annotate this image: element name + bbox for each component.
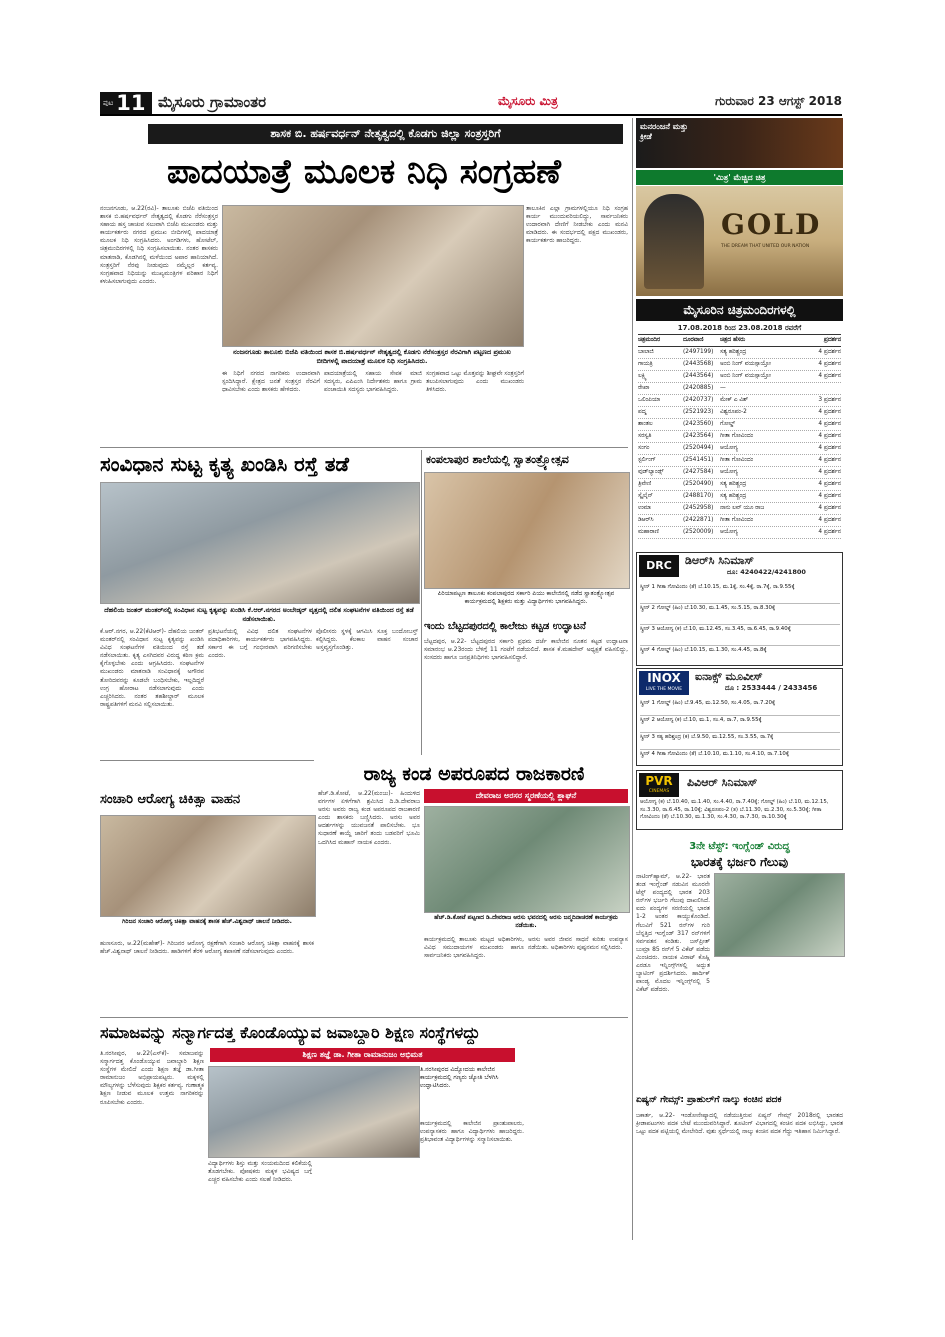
lead-col-1-text: ನಂಜನಗೂಡು, ಆ.22(ರವಿ)- ತಾಲೂಕು ಬಿಜೆಪಿ ವತಿಯಿಂದ ಶಾಸಕ ಬಿ.ಹರ್ಷವರ್ಧನ್ ನೇತೃತ್ವದಲ್ಲಿ ಕೊಡಗು ನೆರೆಸಂತ್ರಸ್ತರ ಸಹಾಯ ಹಸ್ತ ಚಾಚುವ ಸಲುವಾಗಿ ಬಿಜೆಪಿ ಮುಖಂಡರು ಮತ್ತು ಕಾರ್ಯಕರ್ತರು ನಗರದ ಪ್ರಮುಖ ಬೀದಿಗಳಲ್ಲಿ ಪಾದಯಾತ್ರೆ ಮೂಲಕ ನಿಧಿ ಸಂಗ್ರಹಿಸಿದರು. ಅಂಗಡಿಗಳು, ಹೋಟೆಲ್, ಚಿತ್ರಮಂದಿರಗಳಲ್ಲಿ ನಿಧಿ ಸಂಗ್ರಹಿಸಲಾಯಿತು. ನಂತರ ಶಾಸಕರು ಮಾತನಾಡಿ, ಕೊಡಗಿನಲ್ಲಿ ಮಳೆಯಿಂದ ಅಪಾರ ಹಾನಿಯಾಗಿದೆ. ಸಂತ್ರಸ್ತರಿಗೆ ನೆರವು ನೀಡುವುದು ನಮ್ಮೆಲ್ಲರ ಕರ್ತವ್ಯ. ಸಂಗ್ರಹವಾದ ನಿಧಿಯನ್ನು ಮುಖ್ಯಮಂತ್ರಿಗಳ ಪರಿಹಾರ ನಿಧಿಗೆ ಕಳುಹಿಸಲಾಗುವುದು ಎಂದರು. [100, 205, 218, 285]
theatre-shows: 4 ಪ್ರದರ್ಶನ [818, 529, 841, 535]
theatre-film: ಆಯೋಗ್ಯ [720, 469, 738, 475]
cricket-body-1 [636, 873, 710, 994]
th-name: ಚಿತ್ರಮಂದಿರ [638, 337, 661, 343]
story7-body2: ವಿದ್ಯಾರ್ಥಿಗಳು ಶಿಸ್ತು ಮತ್ತು ಸಂಯಮದಿಂದ ಕಲಿಕೆಯಲ್ಲಿ ತೊಡಗಬೇಕು. ಪೋಷಕರು ಮಕ್ಕಳ ಭವಿಷ್ಯದ ಬಗ್ಗೆ ಎಚ್ಚರ ವಹಿಸಬೇಕು ಎಂದು ಸಲಹೆ ನೀಡಿದರು. [208, 1160, 312, 1184]
theatre-name: ಸಂಗಂ [638, 445, 650, 451]
cricket-body-text: ನಾಟಿಂಗ್‌ಹ್ಯಾಮ್, ಆ.22- ಭಾರತ ತಂಡ ಇಂಗ್ಲೆಂಡ್ ನಡುವಿನ ಮೂರನೇ ಟೆಸ್ಟ್ ಪಂದ್ಯದಲ್ಲಿ ಭಾರತ 203 ರನ್‌ಗಳ ಭರ್ಜರಿ ಗೆಲುವು ದಾಖಲಿಸಿದೆ. ಐದು ಪಂದ್ಯಗಳ ಸರಣಿಯಲ್ಲಿ ಭಾರತ 1-2 ಅಂತರ ಕಾಯ್ದುಕೊಂಡಿದೆ. ಗೆಲುವಿಗೆ 521 ರನ್‌ಗಳ ಗುರಿ ಬೆನ್ನತ್ತಿದ ಇಂಗ್ಲೆಂಡ್ 317 ರನ್‌ಗಳಿಗೆ ಸರ್ವಪತನ ಕಂಡಿತು. ಜಸ್‌ಪ್ರೀತ್ ಬುಮ್ರಾ 85 ರನ್‌ಗೆ 5 ವಿಕೆಟ್ ಪಡೆದು ಮಿಂಚಿದರು. ನಾಯಕ ವಿರಾಟ್ ಕೊಹ್ಲಿ ಎರಡೂ ಇನ್ನಿಂಗ್ಸ್‌ಗಳಲ್ಲಿ ಅದ್ಭುತ ಬ್ಯಾಟಿಂಗ್ ಪ್ರದರ್ಶಿಸಿದರು. ಹಾರ್ದಿಕ್ ಪಾಂಡ್ಯ ಮೊದಲ ಇನ್ನಿಂಗ್ಸ್‌ನಲ್ಲಿ 5 ವಿಕೆಟ್ ಪಡೆದರು. [636, 873, 710, 994]
story7-kicker-text: ಶಿಕ್ಷಣ ತಜ್ಞೆ ಡಾ. ಗೀತಾ ರಾಮಾನುಜಂ ಅಭಿಮತ [302, 1050, 423, 1059]
lead-kicker-text: ಶಾಸಕ ಬಿ. ಹರ್ಷವರ್ಧನ್ ನೇತೃತ್ವದಲ್ಲಿ ಕೊಡಗು ಜಿಲ್ಲಾ ಸಂತ್ರಸ್ತರಿಗೆ [270, 127, 501, 140]
theatre-row [638, 527, 841, 539]
theatre-shows: 4 ಪ್ರದರ್ಶನ [818, 505, 841, 511]
lead-col-4 [324, 370, 422, 446]
story7-col-2 [208, 1160, 312, 1240]
story7-photo [208, 1066, 420, 1158]
lead-col-1 [100, 205, 218, 405]
theatre-film: ಆಯೋಗ್ಯ [720, 529, 738, 535]
theatre-row [638, 443, 841, 455]
theatre-film: ಮೇಕ್ ಎ ವಿಶ್ [720, 397, 749, 403]
drc-row: ಸ್ಕ್ರೀನ್ 1 ಗೀತಾ ಗೋವಿಂದಂ (ತೆ) ಬೆ.10.15, ಮ.1ಕ್ಕೆ, ಸಂ.4ಕ್ಕೆ, ರಾ.7ಕ್ಕೆ, ರಾ.9.55ಕ್ಕೆ [640, 583, 840, 604]
column-rule [100, 1017, 628, 1018]
theatre-shows: 4 ಪ್ರದರ್ಶನ [818, 361, 841, 367]
inox-phone: ದೂ : 2533444 / 2433456 [725, 684, 818, 692]
theatre-row [638, 359, 841, 371]
story7-col-4 [316, 1160, 416, 1240]
story2-body3: ಪೊಲೀಸರು ಸ್ಥಳಕ್ಕೆ ಆಗಮಿಸಿ ಸೂಕ್ತ ಬಂದೋಬಸ್ತ್ ಕಲ್ಪಿಸಿದ್ದರು. ಕೆಲಕಾಲ ವಾಹನ ಸಂಚಾರ ಅಸ್ತವ್ಯಸ್ತಗೊಂಡಿತ್ತು. [316, 628, 418, 652]
entertainment-label: ಮನರಂಜನೆ ಮತ್ತು ಕ್ರೀಡೆ [640, 122, 688, 141]
paper-name: ಮೈಸೂರು ಮಿತ್ರ [498, 94, 558, 108]
page-number-box [100, 92, 152, 114]
theatre-phone: (2427584) [683, 469, 714, 475]
theatre-film: ಗೀತಾ ಗೋವಿಂದಂ [720, 433, 754, 439]
story2-col-1 [100, 628, 204, 758]
story5-col-2 [424, 936, 524, 1014]
cricket-head-2: ಭಾರತಕ್ಕೆ ಭರ್ಜರಿ ಗೆಲುವು [690, 855, 789, 869]
theatre-name: ಶಾಂತಲ [638, 421, 653, 427]
theatre-phone: (2497199) [683, 349, 714, 355]
theatre-phone: (2452958) [683, 505, 714, 511]
theatre-name: ಸ್ಕೈಲೈನ್ [638, 493, 653, 499]
drc-phone: ದೂ: 4240422/4241800 [727, 568, 806, 576]
th-shows: ಪ್ರದರ್ಶನ [823, 337, 841, 343]
theatre-rows [638, 347, 841, 539]
theatre-film: ನಾನು ಲವ್ ಯೂ ರಾಜ [720, 505, 765, 511]
page-word: ಪುಟ [103, 98, 114, 107]
theatre-name: ರೇಖಾ [638, 385, 650, 391]
inox-row: ಸ್ಕ್ರೀನ್ 2 ಆಯೋಗ್ಯ (ಕ) ಬೆ.10, ಮ.1, ಸಂ.4, ರಾ.7, ರಾ.9.55ಕ್ಕೆ [640, 716, 840, 733]
story6-headline: ಸಂಚಾರಿ ಆರೋಗ್ಯ ಚಿಕಿತ್ಸಾ ವಾಹನ [100, 792, 241, 807]
theatre-film: — [720, 385, 726, 391]
theatre-phone: (2422871) [683, 517, 714, 523]
story6-body-text: ಹುಣಸೂರು, ಆ.22(ಮಹೇಶ್)- ಗಿರಿಜನರ ಆರೋಗ್ಯ ರಕ್ಷಣೆಗಾಗಿ ಸಂಚಾರಿ ಆರೋಗ್ಯ ಚಿಕಿತ್ಸಾ ವಾಹನಕ್ಕೆ ಶಾಸಕ ಹೆಚ್.ವಿಶ್ವನಾಥ್ ಚಾಲನೆ ನೀಡಿದರು. ಹಾಡಿಗಳಿಗೆ ತೆರಳಿ ಆರೋಗ್ಯ ತಪಾಸಣೆ ನಡೆಸಲಾಗುವುದು ಎಂದರು. [100, 940, 314, 956]
inox-row: ಸ್ಕ್ರೀನ್ 4 ಗೀತಾ ಗೋವಿಂದಂ (ತೆ) ಬೆ.10.10, ಮ.1.10, ಸಂ.4.10, ರಾ.7.10ಕ್ಕೆ [640, 751, 789, 757]
story2-headline: ಸಂವಿಧಾನ ಸುಟ್ಟ ಕೃತ್ಯ ಖಂಡಿಸಿ ರಸ್ತೆ ತಡೆ [100, 452, 349, 476]
theatre-phone: (2520009) [683, 529, 714, 535]
masthead [100, 92, 842, 116]
theatre-row [638, 383, 841, 395]
lead-col-2-text: ತಾಲೂಕಿನ ಎಲ್ಲಾ ಗ್ರಾಮಗಳಲ್ಲಿಯೂ ನಿಧಿ ಸಂಗ್ರಹ ಕಾರ್ಯ ಮುಂದುವರಿಯಲಿದ್ದು, ಸಾರ್ವಜನಿಕರು ಉದಾರವಾಗಿ ದೇಣಿಗೆ ನೀಡಬೇಕು ಎಂದು ಮನವಿ ಮಾಡಿದರು. ಈ ಸಂದರ್ಭದಲ್ಲಿ ಪಕ್ಷದ ಮುಖಂಡರು, ಕಾರ್ಯಕರ್ತರು ಹಾಜರಿದ್ದರು. [526, 205, 628, 245]
theatre-name: ಉಮಾ [638, 505, 651, 511]
theatre-shows: 4 ಪ್ರದರ್ಶನ [818, 349, 841, 355]
pvr-logo [639, 773, 679, 797]
poster-figure [644, 194, 704, 289]
story7-caption: ತಿ.ನರಸೀಪುರದ ವಿದ್ಯೋದಯ ಕಾಲೇಜಿನ ಕಾರ್ಯಕ್ರಮದಲ್ಲಿ ಗಣ್ಯರು ಜ್ಯೋತಿ ಬೆಳಗಿಸಿ ಉದ್ಘಾಟಿಸಿದರು. [420, 1066, 499, 1089]
theatre-shows: 3 ಪ್ರದರ್ಶನ [818, 397, 841, 403]
theatre-phone: (2443568) [683, 361, 714, 367]
theatre-shows: 4 ಪ್ರದರ್ಶನ [818, 409, 841, 415]
drc-logo [639, 555, 679, 577]
theatre-phone: (2420737) [683, 397, 714, 403]
story7-kicker [210, 1048, 515, 1062]
story7-headline: ಸಮಾಜವನ್ನು ಸನ್ಮಾರ್ಗದತ್ತ ಕೊಂಡೊಯ್ಯುವ ಜವಾಬ್ದಾರಿ ಶಿಕ್ಷಣ ಸಂಸ್ಥೆಗಳದ್ದು [100, 1023, 481, 1042]
theatres-title-bar [636, 299, 843, 321]
lead-headline: ಪಾದಯಾತ್ರೆ ಮೂಲಕ ನಿಧಿ ಸಂಗ್ರಹಣೆ [167, 152, 561, 192]
story5-headline: ರಾಜ್ಯ ಕಂಡ ಅಪರೂಪದ ರಾಜಕಾರಣಿ [363, 763, 585, 785]
lead-col-4-text: ಪಾದಯಾತ್ರೆಯಲ್ಲಿ ಸಹಾಯ ಸೇವಕ ಮಾಜಿ ಸದಸ್ಯರು, ಎಪಿಎಂಸಿ ನಿರ್ದೇಶಕರು ಹಾಗೂ ಗ್ರಾಮ ಪಂಚಾಯಿತಿ ಸದಸ್ಯರು ಭಾಗವಹಿಸಿದ್ದರು. [324, 370, 422, 394]
story6-photo [100, 815, 316, 917]
theatres-header-row [638, 335, 841, 347]
inox-logo [639, 671, 689, 695]
inox-box [636, 668, 843, 766]
inox-rows [640, 699, 840, 766]
inox-row: ಸ್ಕ್ರೀನ್ 3 ಸತ್ಯ ಹರಿಶ್ಚಂದ್ರ (ಕ) ಬೆ.9.50, ಮ.12.55, ಸಂ.3.55, ರಾ.7ಕ್ಕೆ [640, 733, 840, 750]
column-rule [100, 760, 314, 761]
drc-row: ಸ್ಕ್ರೀನ್ 4 ಗೋಲ್ಡ್ (ಹಿಂ) ಬೆ.10.15, ಮ.1.30, ಸಂ.4.45, ರಾ.8ಕ್ಕೆ [640, 647, 767, 653]
lead-kicker [148, 124, 623, 144]
cricket-photo [714, 873, 845, 957]
lead-caption: ನಂಜನಗೂಡು ತಾಲೂಕು ಬಿಜೆಪಿ ವತಿಯಿಂದ ಶಾಸಕ ಬಿ.ಹರ್ಷವರ್ಧನ್ ನೇತೃತ್ವದಲ್ಲಿ ಕೊಡಗು ನೆರೆಸಂತ್ರಸ್ತರ ನೆರವಿಗಾಗಿ ಪಟ್ಟಣದ ಪ್ರಮುಖ ಬೀದಿಗಳಲ್ಲಿ ಪಾದಯಾತ್ರೆ ಮೂಲಕ ನಿಧಿ ಸಂಗ್ರಹಿಸಿದರು. [233, 348, 511, 365]
theatre-shows: 4 ಪ್ರದರ್ಶನ [818, 457, 841, 463]
theatre-name: ಪದ್ಮ [638, 409, 647, 415]
inox-name: ಐನಾಕ್ಸ್ ಮೂವೀಸ್ [695, 670, 763, 683]
story2-caption: ದೆಹಲಿಯ ಜಂತರ್ ಮಂತರ್‌ನಲ್ಲಿ ಸಂವಿಧಾನ ಸುಟ್ಟ ಕೃತ್ಯವನ್ನು ಖಂಡಿಸಿ ಕೆ.ಆರ್.ನಗರದ ಅಂಬೇಡ್ಕರ್ ವೃತ್ತದಲ್ಲಿ ದಲಿತ ಸಂಘಟನೆಗಳ ವತಿಯಿಂದ ರಸ್ತೆ ತಡೆ ನಡೆಸಲಾಯಿತು. [104, 606, 414, 623]
theatre-shows: 4 ಪ್ರದರ್ಶನ [818, 481, 841, 487]
theatres-dates [636, 322, 843, 334]
theatre-name: ತ್ರಿವೇಣಿ [638, 481, 652, 487]
theatre-phone: (2521923) [683, 409, 714, 415]
theatre-film: ವಿಶ್ವರೂಪಂ-2 [720, 409, 747, 415]
theatre-row [638, 467, 841, 479]
story5-col-3 [528, 936, 628, 1014]
theatre-name: ಡಿಆರ್‌ಸಿ [638, 517, 654, 523]
story7-col-5 [528, 1050, 628, 1240]
theatre-name: ಗಾಯತ್ರಿ [638, 361, 653, 367]
drc-name: ಡಿಆರ್‌ಸಿ ಸಿನಿಮಾಸ್ [685, 554, 754, 567]
inox-row: ಸ್ಕ್ರೀನ್ 1 ಗೋಲ್ಡ್ (ಹಿಂ) ಬೆ.9.45, ಮ.12.50, ಸಂ.4.05, ರಾ.7.20ಕ್ಕೆ [640, 699, 840, 716]
story5-kicker [424, 789, 628, 803]
theatre-name: ಒಲಿಂಪಿಯಾ [638, 397, 661, 403]
theatre-row [638, 395, 841, 407]
theatre-row [638, 407, 841, 419]
drc-logo-text: DRC [646, 559, 672, 572]
theatre-film: ಅಂಬಿ ನಿಂಗ್ ವಯಸ್ಸಾಯ್ತೋ [720, 361, 771, 367]
entertainment-banner [636, 118, 843, 168]
story3-photo [424, 472, 630, 589]
story4-body-text: ಬೆಟ್ಟದಪುರ, ಆ.22- ಬೆಟ್ಟದಪುರದ ಸರ್ಕಾರಿ ಪ್ರಥಮ ದರ್ಜೆ ಕಾಲೇಜಿನ ನೂತನ ಕಟ್ಟಡ ಉದ್ಘಾಟನಾ ಸಮಾರಂಭ ಆ.23ರಂದು ಬೆಳಿಗ್ಗೆ 11 ಗಂಟೆಗೆ ನಡೆಯಲಿದೆ. ಶಾಸಕ ಕೆ.ಮಹದೇವ್ ಅಧ್ಯಕ್ಷತೆ ವಹಿಸಲಿದ್ದು, ಸಂಸದರು ಹಾಗೂ ಜನಪ್ರತಿನಿಧಿಗಳು ಭಾಗವಹಿಸಲಿದ್ದಾರೆ. [424, 638, 628, 662]
story5-kicker-text: ದೇವರಾಜ ಅರಸರ ಸ್ಮರಣೆಯಲ್ಲಿ ಶ್ಲಾಘನೆ [475, 791, 577, 800]
theatre-name: ಸ್ಟರ್ಲಿಂಗ್ [638, 457, 656, 463]
inox-logo-text: INOX [647, 671, 681, 685]
column-rule [100, 447, 628, 448]
theatre-phone: (2488170) [683, 493, 714, 499]
theatres-table [638, 334, 841, 546]
drc-header [637, 553, 842, 579]
page-number: 11 [116, 91, 146, 115]
lead-col-5 [426, 370, 524, 446]
lead-col-5-text: ಸಂಗ್ರಹವಾದ ಒಟ್ಟು ಮೊತ್ತವನ್ನು ಶೀಘ್ರವೇ ಸಂತ್ರಸ್ತರಿಗೆ ತಲುಪಿಸಲಾಗುವುದು ಎಂದು ಮುಖಂಡರು ತಿಳಿಸಿದರು. [426, 370, 525, 394]
section-title: ಮೈಸೂರು ಗ್ರಾಮಾಂತರ [158, 93, 267, 111]
story2-body2: ಪ್ರತಿಭಟನೆಯಲ್ಲಿ ವಿವಿಧ ದಲಿತ ಸಂಘಟನೆಗಳ ಪದಾಧಿಕಾರಿಗಳು, ಕಾರ್ಯಕರ್ತರು ಭಾಗವಹಿಸಿದ್ದರು. ಸರ್ಕಾರ ಈ ಬಗ್ಗೆ ಗಂಭೀರವಾಗಿ ಪರಿಗಣಿಸಬೇಕು ಎಂದರು. [208, 628, 312, 660]
lead-col-3 [222, 370, 320, 446]
theatre-name: ಲಕ್ಷ್ಮಿ [638, 373, 647, 379]
story4-body [424, 638, 628, 756]
story2-col-2 [208, 628, 312, 758]
theatre-shows: 4 ಪ್ರದರ್ಶನ [818, 421, 841, 427]
column-rule [632, 118, 633, 1240]
drc-row: ಸ್ಕ್ರೀನ್ 3 ಆಯೋಗ್ಯ (ಕ) ಬೆ.10, ಮ.12.45, ಸಂ.3.45, ರಾ.6.45, ರಾ.9.40ಕ್ಕೆ [640, 625, 840, 646]
theatre-shows: 4 ಪ್ರದರ್ಶನ [818, 373, 841, 379]
story2-col-3 [316, 628, 418, 758]
mitra-pick-bar [636, 170, 843, 185]
theatre-film: ಅಂಬಿ ನಿಂಗ್ ವಯಸ್ಸಾಯ್ತೋ [720, 373, 771, 379]
theatre-name: ವುಡ್‌ಲ್ಯಾಂಡ್ಸ್ [638, 469, 664, 475]
drc-rows [640, 583, 840, 664]
inox-logo-tag: LIVE THE MOVIE [645, 687, 683, 692]
drc-row: ಸ್ಕ್ರೀನ್ 2 ಗೋಲ್ಡ್ (ಹಿಂ) ಬೆ.10.30, ಮ.1.45, ಸಂ.5.15, ರಾ.8.30ಕ್ಕೆ [640, 604, 840, 625]
theatres-title: ಮೈಸೂರಿನ ಚಿತ್ರಮಂದಿರಗಳಲ್ಲಿ [683, 303, 796, 317]
pvr-name: ಪಿವಿಆರ್ ಸಿನಿಮಾಸ್ [687, 776, 758, 789]
theatre-phone: (2541451) [683, 457, 714, 463]
column-rule [421, 450, 422, 755]
story7-col-3 [420, 1120, 524, 1240]
theatre-shows: 4 ಪ್ರದರ್ಶನ [818, 469, 841, 475]
lead-col-1b [100, 408, 218, 446]
theatre-shows [801, 383, 841, 394]
theatre-phone: (2420885) [683, 385, 714, 391]
theatre-row [638, 491, 841, 503]
story5-caption: ಹೆಚ್.ಡಿ.ಕೋಟೆ ಪಟ್ಟಣದ ಡಿ.ದೇವರಾಜ ಅರಸು ಭವನದಲ್ಲಿ ಅರಸು ಜನ್ಮದಿನಾಚರಣೆ ಕಾರ್ಯಕ್ರಮ ನಡೆಯಿತು. [434, 914, 618, 929]
cricket-body-2 [636, 958, 843, 1088]
asian-headline: ಏಷ್ಯನ್ ಗೇಮ್ಸ್: ಪ್ರಾಹುಲ್‌ಗೆ ನಾಲ್ಕು ಕಂಚಿನ ಪದಕ [636, 1095, 782, 1105]
theatre-phone: (2423560) [683, 421, 714, 427]
asian-body [636, 1112, 843, 1240]
lead-col-2 [526, 205, 628, 445]
theatre-row [638, 371, 841, 383]
theatre-row [638, 419, 841, 431]
cricket-head [636, 840, 843, 870]
theatre-film: ಆಯೋಗ್ಯ [720, 445, 738, 451]
theatre-phone: (2443564) [683, 373, 714, 379]
story6-body [100, 940, 314, 1014]
story2-photo [100, 482, 420, 604]
poster-tagline: THE DREAM THAT UNITED OUR NATION [721, 244, 810, 249]
theatre-row [638, 347, 841, 359]
story3-caption: ಪಿರಿಯಾಪಟ್ಟಣ ತಾಲೂಕು ಕಂಪಲಾಪುರದ ಸರ್ಕಾರಿ ಪಿಯು ಕಾಲೇಜಿನಲ್ಲಿ ನಡೆದ ಸ್ವಾತಂತ್ರ್ಯೋತ್ಸವ ಕಾರ್ಯಕ್ರಮದಲ್ಲಿ ಶಿಕ್ಷಕರು ಮತ್ತು ವಿದ್ಯಾರ್ಥಿಗಳು ಭಾಗವಹಿಸಿದ್ದರು. [437, 590, 615, 605]
theatre-name: ಮಹಾರಾಣಿ [638, 529, 659, 535]
pvr-rows: ಆಯೋಗ್ಯ (ಕ) ಬೆ.10.40, ಮ.1.40, ಸಂ.4.40, ರಾ.7.40ಕ್ಕೆ; ಗೋಲ್ಡ್ (ಹಿಂ) ಬೆ.10, ಮ.12.15, ಸಂ.3.30, ರಾ.6.45, ರಾ.10ಕ್ಕೆ; ವಿಶ್ವರೂಪಂ-2 (ತ) ಬೆ.11.30, ಮ.2.30, ಸಂ.5.30ಕ್ಕೆ; ಗೀತಾ ಗೋವಿಂದಂ (ತೆ) ಬೆ.10.30, ಮ.1.30, ಸಂ.4.30, ರಾ.7.30, ರಾ.10.30ಕ್ಕೆ [640, 799, 829, 820]
poster-title: GOLD [721, 208, 822, 241]
theatres-dates-text: 17.08.2018 ರಿಂದ 23.08.2018 ರವರೆಗೆ [677, 324, 802, 332]
theatre-film: ಗೀತಾ ಗೋವಿಂದಂ [720, 517, 754, 523]
theatre-phone: (2520494) [683, 445, 714, 451]
theatre-film: ಸತ್ಯ ಹರಿಶ್ಚಂದ್ರ [720, 349, 747, 355]
theatre-name: ಸರಸ್ವತಿ [638, 433, 652, 439]
theatre-row [638, 503, 841, 515]
movie-poster [636, 186, 843, 296]
story5-body2: ಕಾರ್ಯಕ್ರಮದಲ್ಲಿ ತಾಲೂಕು ಮಟ್ಟದ ಅಧಿಕಾರಿಗಳು, ವಿವಿಧ ಸಮುದಾಯಗಳ ಮುಖಂಡರು ಹಾಗೂ ಸಾರ್ವಜನಿಕರು ಭಾಗವಹಿಸಿದ್ದರು. [424, 936, 524, 960]
story5-body: ಹೆಚ್.ಡಿ.ಕೋಟೆ, ಆ.22(ಮಂಜು)- ಹಿಂದುಳಿದ ವರ್ಗಗಳ ಏಳಿಗೆಗಾಗಿ ಶ್ರಮಿಸಿದ ದಿ.ಡಿ.ದೇವರಾಜ ಅರಸು ಅವರು ರಾಜ್ಯ ಕಂಡ ಅಪರೂಪದ ರಾಜಕಾರಣಿ ಎಂದು ಶಾಸಕರು ಬಣ್ಣಿಸಿದರು. ಅರಸು ಅವರ ಆದರ್ಶಗಳನ್ನು ಯುವಜನತೆ ಪಾಲಿಸಬೇಕು. ಭೂ ಸುಧಾರಣೆ ಕಾಯ್ದೆ ಜಾರಿಗೆ ತಂದು ಬಡವರಿಗೆ ಭೂಮಿ ಒದಗಿಸಿದ ಮಹಾನ್ ನಾಯಕ ಎಂದರು. [318, 790, 420, 846]
theatre-film: ಸತ್ಯ ಹರಿಶ್ಚಂದ್ರ [720, 481, 747, 487]
story7-col-1 [100, 1050, 204, 1240]
mitra-pick-text: 'ಮಿತ್ರ' ಮೆಚ್ಚಿದ ಚಿತ್ರ [713, 173, 766, 182]
theatre-shows: 4 ಪ್ರದರ್ಶನ [818, 433, 841, 439]
theatre-row [638, 515, 841, 527]
pvr-logo-text: PVR [645, 774, 673, 788]
cricket-head-1: 3ನೇ ಟೆಸ್ಟ್: ಇಂಗ್ಲೆಂಡ್ ವಿರುದ್ಧ [689, 841, 790, 852]
story5-col-1 [318, 790, 420, 920]
th-film: ಚಿತ್ರದ ಹೆಸರು [720, 337, 746, 343]
theatre-row [638, 431, 841, 443]
theatre-phone: (2520490) [683, 481, 714, 487]
pvr-box [636, 770, 843, 830]
drc-box [636, 552, 843, 666]
theatre-name: ಬಾಲಾಜಿ [638, 349, 654, 355]
th-phone: ದೂರವಾಣಿ [683, 337, 704, 343]
theatre-film: ಗೀತಾ ಗೋವಿಂದಂ [720, 457, 754, 463]
theatre-film: ಸತ್ಯ ಹರಿಶ್ಚಂದ್ರ [720, 493, 747, 499]
asian-body-text: ಜಕಾರ್ತ, ಆ.22- ಇಂಡೋನೇಷ್ಯಾದಲ್ಲಿ ನಡೆಯುತ್ತಿರುವ ಏಷ್ಯನ್ ಗೇಮ್ಸ್ 2018ರಲ್ಲಿ ಭಾರತದ ಕ್ರೀಡಾಪಟುಗಳು ಪದಕ ಬೇಟೆ ಮುಂದುವರಿಸಿದ್ದಾರೆ. ಶೂಟಿಂಗ್ ವಿಭಾಗದಲ್ಲಿ ಕಂಚಿನ ಪದಕ ಲಭಿಸಿದ್ದು, ಭಾರತ ಒಟ್ಟು ಪದಕ ಪಟ್ಟಿಯಲ್ಲಿ ಮೇಲೇರಿದೆ. ವುಶು ಸ್ಪರ್ಧೆಯಲ್ಲಿ ನಾಲ್ಕು ಕಂಚಿನ ಪದಕ ಗೆದ್ದು ಇತಿಹಾಸ ನಿರ್ಮಿಸಿದ್ದಾರೆ. [636, 1112, 843, 1136]
lead-photo [222, 205, 524, 347]
theatre-row [638, 455, 841, 467]
theatre-phone: (2423564) [683, 433, 714, 439]
story5-photo [424, 806, 630, 913]
story2-body: ಕೆ.ಆರ್.ನಗರ, ಆ.22(ಕೆಟಿಆರ್)- ದೆಹಲಿಯ ಜಂತರ್ ಮಂತರ್‌ನಲ್ಲಿ ಸಂವಿಧಾನ ಸುಟ್ಟ ಕೃತ್ಯವನ್ನು ಖಂಡಿಸಿ ವಿವಿಧ ಸಂಘಟನೆಗಳ ವತಿಯಿಂದ ರಸ್ತೆ ತಡೆ ನಡೆಸಲಾಯಿತು. ಕೃತ್ಯ ಎಸಗಿದವರ ವಿರುದ್ಧ ಕಠಿಣ ಕ್ರಮ ಕೈಗೊಳ್ಳಬೇಕು ಎಂದು ಆಗ್ರಹಿಸಿದರು. ಸಂಘಟನೆಗಳ ಮುಖಂಡರು ಮಾತನಾಡಿ ಸಂವಿಧಾನಕ್ಕೆ ಅಗೌರವ ತೋರಿದವರನ್ನು ಕೂಡಲೇ ಬಂಧಿಸಬೇಕು, ಇಲ್ಲದಿದ್ದರೆ ಉಗ್ರ ಹೋರಾಟ ನಡೆಸಲಾಗುವುದು ಎಂದು ಎಚ್ಚರಿಸಿದರು. ನಂತರ ತಹಶೀಲ್ದಾರ್ ಮೂಲಕ ರಾಷ್ಟ್ರಪತಿಗಳಿಗೆ ಮನವಿ ಸಲ್ಲಿಸಲಾಯಿತು. [100, 628, 204, 708]
pvr-logo-sub: CINEMAS [648, 789, 670, 794]
theatre-film: ಗೋಲ್ಡ್ [720, 421, 736, 427]
story7-body: ತಿ.ನರಸೀಪುರ, ಆ.22(ಎಸ್‌ಕೆ)- ಸಮಾಜವನ್ನು ಸನ್ಮಾರ್ಗದತ್ತ ಕೊಂಡೊಯ್ಯುವ ಜವಾಬ್ದಾರಿ ಶಿಕ್ಷಣ ಸಂಸ್ಥೆಗಳ ಮೇಲಿದೆ ಎಂದು ಶಿಕ್ಷಣ ತಜ್ಞೆ ಡಾ.ಗೀತಾ ರಾಮಾನುಜಂ ಅಭಿಪ್ರಾಯಪಟ್ಟರು. ಮಕ್ಕಳಲ್ಲಿ ಮೌಲ್ಯಗಳನ್ನು ಬೆಳೆಸುವುದು ಶಿಕ್ಷಕರ ಕರ್ತವ್ಯ. ಗುಣಾತ್ಮಕ ಶಿಕ್ಷಣ ನೀಡುವ ಮೂಲಕ ಉತ್ತಮ ನಾಗರಿಕರನ್ನು ರೂಪಿಸಬೇಕು ಎಂದರು. [100, 1050, 204, 1106]
issue-date: ಗುರುವಾರ 23 ಆಗಸ್ಟ್ 2018 [715, 94, 842, 108]
story7-body3: ಕಾರ್ಯಕ್ರಮದಲ್ಲಿ ಕಾಲೇಜಿನ ಪ್ರಾಂಶುಪಾಲರು, ಉಪನ್ಯಾಸಕರು ಹಾಗೂ ವಿದ್ಯಾರ್ಥಿಗಳು ಹಾಜರಿದ್ದರು. ಪ್ರತಿಭಾವಂತ ವಿದ್ಯಾರ್ಥಿಗಳನ್ನು ಸನ್ಮಾನಿಸಲಾಯಿತು. [420, 1120, 524, 1144]
story3-headline: ಕಂಪಲಾಪುರ ಶಾಲೆಯಲ್ಲಿ ಸ್ವಾತಂತ್ರ್ಯೋತ್ಸವ [426, 453, 569, 466]
theatre-shows: 4 ಪ್ರದರ್ಶನ [818, 493, 841, 499]
theatre-shows: 4 ಪ್ರದರ್ಶನ [818, 445, 841, 451]
theatre-shows: 4 ಪ್ರದರ್ಶನ [818, 517, 841, 523]
story5-body3: ಅರಸು ಅವರ ಜೀವನ ಸಾಧನೆ ಕುರಿತು ಉಪನ್ಯಾಸ ನಡೆಯಿತು. ಅಧಿಕಾರಿಗಳು ಪುಷ್ಪನಮನ ಸಲ್ಲಿಸಿದರು. [528, 936, 628, 952]
theatre-row [638, 479, 841, 491]
lead-col-3-text: ಈ ನಿಧಿಗೆ ನಗರದ ನಾಗರಿಕರು ಉದಾರವಾಗಿ ಸ್ಪಂದಿಸಿದ್ದಾರೆ. ಕ್ಷೇತ್ರದ ಜನತೆ ಸಂತ್ರಸ್ತರ ನೆರವಿಗೆ ಧಾವಿಸಬೇಕು ಎಂದು ಶಾಸಕರು ಹೇಳಿದರು. [222, 370, 320, 394]
story4-headline: ಇಂದು ಬೆಟ್ಟದಪುರದಲ್ಲಿ ಕಾಲೇಜು ಕಟ್ಟಡ ಉದ್ಘಾಟನೆ [424, 621, 586, 632]
story6-caption: ಗಿರಿಜನ ಸಂಚಾರಿ ಆರೋಗ್ಯ ಚಿಕಿತ್ಸಾ ವಾಹನಕ್ಕೆ ಶಾಸಕ ಹೆಚ್.ವಿಶ್ವನಾಥ್ ಚಾಲನೆ ನೀಡಿದರು. [122, 918, 292, 925]
